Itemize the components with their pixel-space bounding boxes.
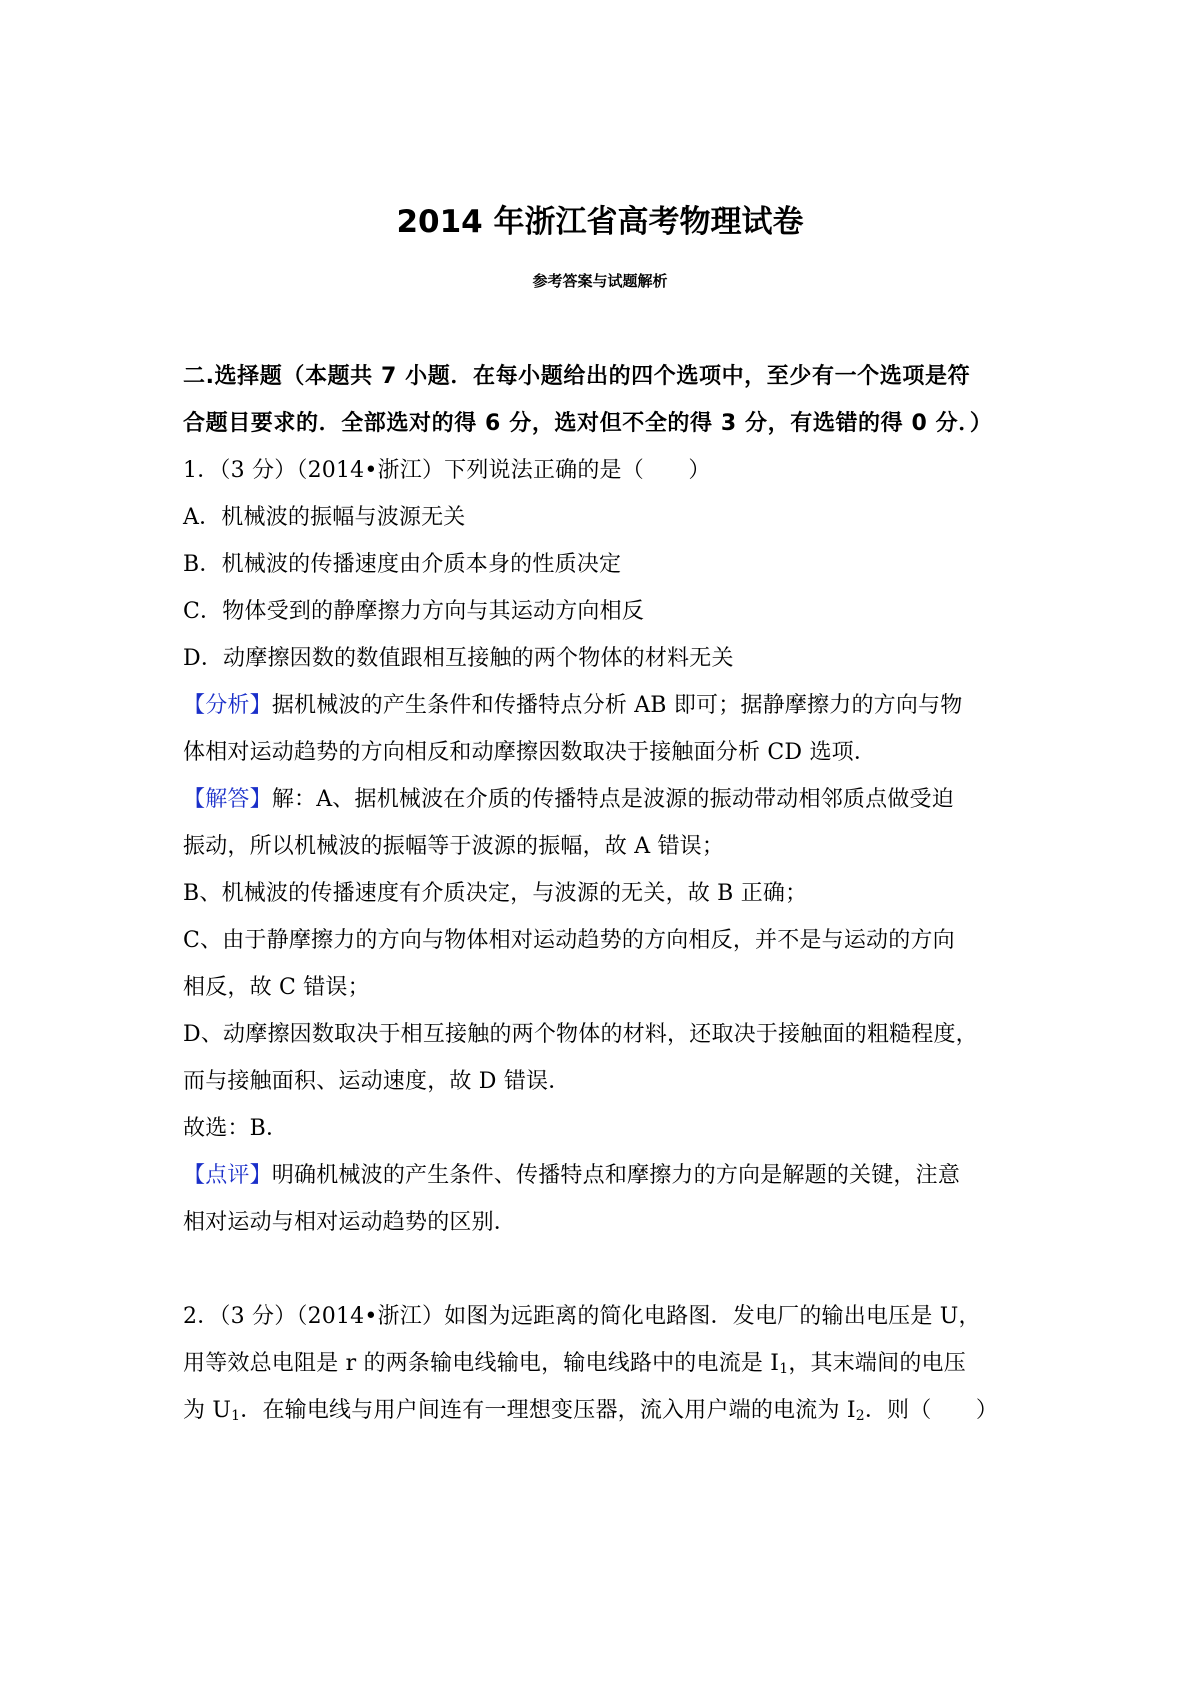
question-stem xyxy=(183,1387,1025,1434)
option-a: A．机械波的振幅与波源无关 xyxy=(183,505,466,530)
stem-text: ．在输电线与用户间连有一理想变压器，流入用户端的电流为 I xyxy=(240,1398,856,1423)
document-body xyxy=(183,353,1025,1434)
stem-text: ．则（ ） xyxy=(864,1398,999,1423)
section-heading-line: 合题目要求的．全部选对的得 6 分，选对但不全的得 3 分，有选错的得 0 分．） xyxy=(183,411,993,436)
subscript: 1 xyxy=(779,1361,789,1377)
comment-line: 相对运动与相对运动趋势的区别． xyxy=(183,1210,517,1235)
answer-line: D、动摩擦因数取决于相互接触的两个物体的材料，还取决于接触面的粗糙程度， xyxy=(183,1022,978,1047)
answer-choice: 故选：B． xyxy=(183,1116,289,1141)
analysis-line xyxy=(183,682,1025,729)
answer-line: B、机械波的传播速度有介质决定，与波源的无关，故 B 正确； xyxy=(183,881,808,906)
stem-text: 为 U xyxy=(183,1398,232,1423)
question-stem: 2．（3 分）（2014•浙江）如图为远距离的简化电路图．发电厂的输出电压是 U， xyxy=(183,1304,981,1329)
answer-line xyxy=(183,776,1025,823)
paragraph-gap xyxy=(183,1246,1025,1293)
analysis-text: 据机械波的产生条件和传播特点分析 AB 即可；据静摩擦力的方向与物 xyxy=(271,693,963,718)
answer-line: 振动，所以机械波的振幅等于波源的振幅，故 A 错误； xyxy=(183,834,725,859)
comment-line xyxy=(183,1152,1025,1199)
option-d: D．动摩擦因数的数值跟相互接触的两个物体的材料无关 xyxy=(183,646,734,671)
answer-text: 解：A、据机械波在介质的传播特点是波源的振动带动相邻质点做受迫 xyxy=(271,787,954,812)
stem-text: ，其末端间的电压 xyxy=(788,1351,966,1376)
answer-block xyxy=(183,776,1025,1152)
stem-text: 用等效总电阻是 r 的两条输电线输电，输电线路中的电流是 I xyxy=(183,1351,780,1376)
comment-block xyxy=(183,1152,1025,1246)
answer-line: C、由于静摩擦力的方向与物体相对运动趋势的方向相反，并不是与运动的方向 xyxy=(183,928,955,953)
answer-line: 而与接触面积、运动速度，故 D 错误． xyxy=(183,1069,571,1094)
document-title: 2014 年浙江省高考物理试卷 xyxy=(396,204,804,240)
question-stem xyxy=(183,1340,1025,1387)
comment-text: 明确机械波的产生条件、传播特点和摩擦力的方向是解题的关键，注意 xyxy=(271,1163,961,1188)
analysis-line: 体相对运动趋势的方向相反和动摩擦因数取决于接触面分析 CD 选项． xyxy=(183,740,877,765)
option-b: B．机械波的传播速度由介质本身的性质决定 xyxy=(183,552,622,577)
question-stem: 1．（3 分）（2014•浙江）下列说法正确的是（ ） xyxy=(183,458,711,483)
analysis-tag: 【分析】 xyxy=(183,693,272,718)
question-2 xyxy=(183,1293,1025,1434)
subscript: 2 xyxy=(855,1408,865,1424)
comment-tag: 【点评】 xyxy=(183,1163,272,1188)
question-1 xyxy=(183,447,1025,1246)
section-heading-line: 二.选择题（本题共 7 小题．在每小题给出的四个选项中，至少有一个选项是符 xyxy=(183,364,971,389)
answer-tag: 【解答】 xyxy=(183,787,272,812)
subscript: 1 xyxy=(231,1408,241,1424)
document-subtitle: 参考答案与试题解析 xyxy=(532,272,668,290)
section-heading xyxy=(183,353,1025,447)
answer-line: 相反，故 C 错误； xyxy=(183,975,370,1000)
option-c: C．物体受到的静摩擦力方向与其运动方向相反 xyxy=(183,599,645,624)
analysis-block xyxy=(183,682,1025,776)
